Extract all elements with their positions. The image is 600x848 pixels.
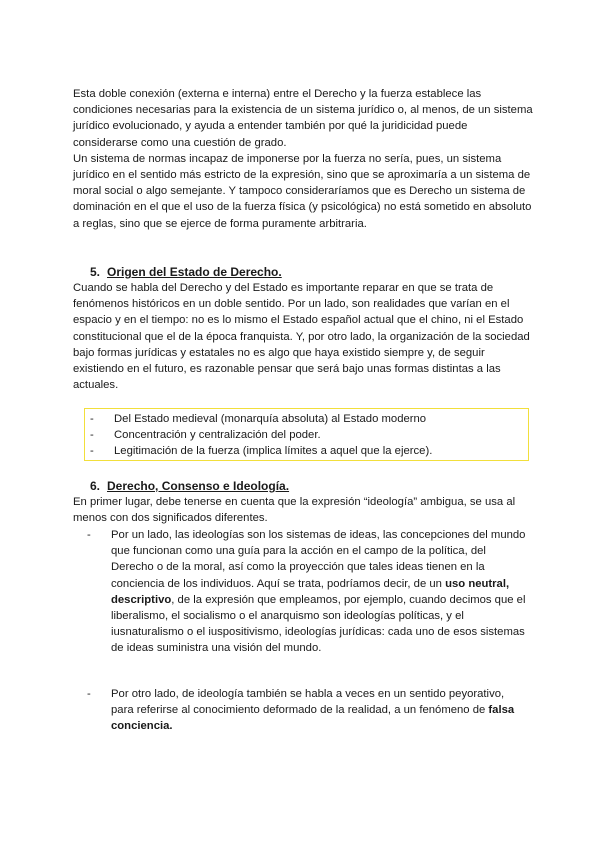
bullet-dash: - [90, 429, 94, 442]
section-number: 6. [90, 479, 101, 493]
summary-item-text: Del Estado medieval (monarquía absoluta) al Estado moderno [114, 413, 427, 425]
bold-term: uso neutral, descriptivo [111, 577, 510, 606]
paragraph-historical-phenomena: Cuando se habla del Derecho y del Estado es importante reparar en que se trata de fenómenos históricos en un doble sentido. Por un lado, son realidades que varían en el espacio y en el tiempo: no es lo mismo el Estado español actual que el chino, ni el Estado constitucional que el de la época franquista. Y, por otro lado, la organización de la sociedad bajo formas jurídicas y estatales no es algo que haya existido siempre y, de seguir existiendo en el futuro, es razonable pensar que será bajo unas formas distintas a las actuales. [73, 282, 530, 392]
section-heading-5 [90, 264, 282, 280]
highlighted-summary-box [84, 408, 529, 461]
summary-item [90, 443, 528, 459]
ideology-intro-block [73, 494, 533, 526]
paragraph-force-connection: Esta doble conexión (externa e interna) entre el Derecho y la fuerza establece las condiciones necesarias para la existencia de un sistema jurídico o, al menos, de un sistema jurídico evolucionado, y ayuda a entender también por qué la juridicidad puede considerarse como una cuestión de grado. [73, 88, 533, 149]
summary-item [90, 427, 528, 443]
intro-paragraphs [73, 86, 533, 232]
ideology-list-second [87, 686, 527, 735]
bullet-dash: - [87, 688, 91, 700]
bold-term: falsa conciencia. [111, 704, 515, 733]
bullet-dash: - [90, 413, 94, 425]
summary-item-text: Concentración y centralización del poder. [114, 429, 321, 442]
bullet-dash: - [87, 529, 91, 541]
bullet-dash: - [90, 445, 94, 458]
section-title: Derecho, Consenso e Ideología. [107, 479, 290, 493]
ideology-list [87, 527, 527, 657]
summary-item [90, 411, 528, 427]
list-item [87, 686, 527, 735]
list-item-text: Por un lado, las ideologías son los sistemas de ideas, las concepciones del mundo que funcionan como una guía para la acción en el campo de la política, del Derecho o de la moral, así como la proyección que tales ideas tienen en la conciencia de los individuos. Aquí se trata, podríamos decir, de un uso neutral, descriptivo, de la expresión que empleamos, por ejemplo, cuando decimos que el liberalismo, el socialismo o el anarquismo son ideologías políticas, y el iusnaturalismo o el iuspositivismo, ideologías jurídicas: cada uno de esos sistemas de ideas suministra una visión del mundo. [111, 529, 526, 655]
section-title: Origen del Estado de Derecho. [107, 265, 282, 279]
list-item [87, 527, 527, 657]
paragraph-ideology-ambiguity: En primer lugar, debe tenerse en cuenta que la expresión “ideología” ambigua, se usa al menos con dos significados diferentes. [73, 496, 516, 525]
summary-item-text: Legitimación de la fuerza (implica límites a aquel que la ejerce). [114, 445, 433, 458]
origin-paragraph-block [73, 280, 533, 393]
section-heading-6 [90, 478, 289, 494]
list-item-text: Por otro lado, de ideología también se habla a veces en un sentido peyorativo, para referirse al conocimiento deformado de la realidad, a un fenómeno de falsa conciencia. [111, 688, 515, 733]
paragraph-norm-system: Un sistema de normas incapaz de imponerse por la fuerza no sería, pues, un sistema jurídico en el sentido más estricto de la expresión, sino que se aproximaría a un sistema de moral social o algo semejante. Y tampoco consideraríamos que es Derecho un sistema de dominación en el que el uso de la fuerza física (y psicológica) no está sometido en absoluto a reglas, sino que se ejerce de forma puramente arbitraria. [73, 152, 532, 230]
section-number: 5. [90, 265, 101, 279]
